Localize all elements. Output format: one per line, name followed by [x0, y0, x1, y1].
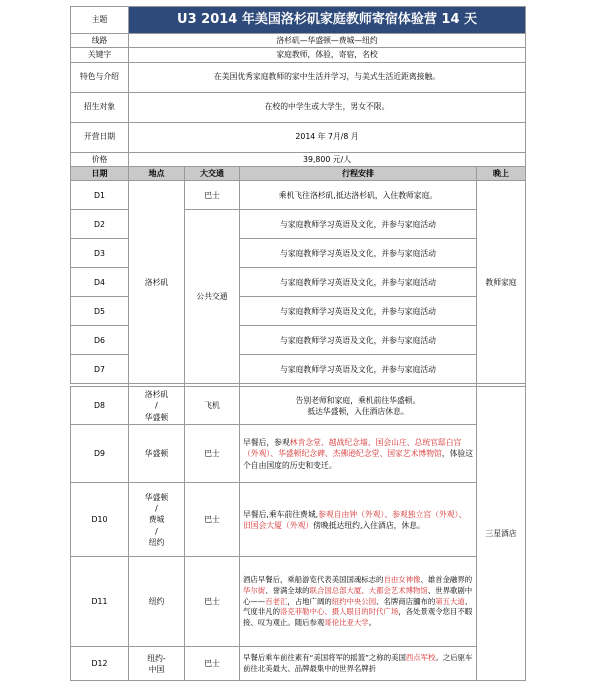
table-row — [71, 425, 526, 483]
itinerary-table — [70, 6, 526, 681]
attraction-text: 西点军校 — [405, 653, 436, 663]
place-line: 中国 — [148, 664, 165, 674]
dates-label: 开营日期 — [71, 122, 129, 152]
schedule-text: ，占地广阔的 — [287, 596, 332, 606]
schedule-text: 酒店早餐后，乘船游览代表美国国魂标志的 — [243, 575, 384, 585]
route-label: 线路 — [71, 34, 129, 48]
attraction-text: 林肯念堂、越战纪念墙、国会山庄、总统官邸白宫（外观）、华盛顿纪念碑、杰佛逊纪念堂、国家艺术博物馆 — [243, 438, 462, 459]
place-cell: 华盛顿 — [129, 425, 185, 483]
day-cell: D6 — [71, 326, 129, 355]
header-night: 晚上 — [477, 166, 526, 181]
attraction-text: 自由女神像 — [383, 575, 421, 585]
attraction-text: 联合国总部大厦、大都会艺术博物馆 — [309, 585, 428, 595]
title-label: 主题 — [71, 7, 129, 34]
header-place: 地点 — [129, 166, 185, 181]
feature-value: 在美国优秀家庭教师的家中生活并学习，与美式生活近距离接触。 — [129, 62, 526, 92]
day-cell: D10 — [71, 483, 129, 557]
audience-label: 招生对象 — [71, 92, 129, 122]
place-line: 纽约- — [147, 653, 166, 663]
schedule-cell: 与家庭教师学习英语及文化，并参与家庭活动 — [240, 355, 477, 384]
night-cell: 三星酒店 — [477, 387, 526, 681]
place-line: / — [155, 401, 158, 411]
day-cell: D12 — [71, 647, 129, 681]
place-line: / — [155, 504, 158, 514]
attraction-text: 洛克菲勒中心、摄人眼目的时代广场 — [279, 607, 399, 617]
schedule-cell — [240, 387, 477, 425]
transport-cell: 巴士 — [185, 647, 240, 681]
day-cell: D9 — [71, 425, 129, 483]
place-cell — [129, 483, 185, 557]
schedule-text: 早餐后乘车前往素有“美国将军的摇篮”之称的美国 — [243, 653, 406, 663]
header-schedule: 行程安排 — [240, 166, 477, 181]
schedule-text: 早餐后,乘车前往费城, — [243, 509, 319, 519]
day-cell: D2 — [71, 210, 129, 239]
schedule-cell: 与家庭教师学习英语及文化，并参与家庭活动 — [240, 297, 477, 326]
night-cell: 教师家庭 — [477, 181, 526, 384]
schedule-cell: 与家庭教师学习英语及文化，并参与家庭活动 — [240, 268, 477, 297]
day-cell: D1 — [71, 181, 129, 210]
dates-value: 2014 年 7月/8 月 — [129, 122, 526, 152]
price-value: 39,800 元/人 — [129, 152, 526, 166]
attraction-text: 第五大道 — [435, 596, 465, 606]
day-cell: D3 — [71, 239, 129, 268]
transport-cell: 巴士 — [185, 557, 240, 647]
place-line: 华盛顿 — [144, 492, 169, 502]
schedule-cell — [240, 483, 477, 557]
schedule-cell: 与家庭教师学习英语及文化，并参与家庭活动 — [240, 210, 477, 239]
schedule-text: 、雄首金融界的 — [420, 575, 473, 585]
schedule-text: 、名牌商店瀰布的 — [376, 596, 436, 606]
place-line: / — [155, 526, 158, 536]
place-cell: 洛杉矶 — [129, 181, 185, 384]
schedule-line: 告别老师和家庭，乘机前往华盛顿。 — [295, 395, 421, 405]
place-cell: 纽约 — [129, 557, 185, 647]
schedule-cell — [240, 425, 477, 483]
attraction-text: 纽约中央公园 — [331, 596, 377, 606]
day-cell: D7 — [71, 355, 129, 384]
day-cell: D5 — [71, 297, 129, 326]
schedule-text: 、气度非凡的 — [243, 596, 473, 617]
table-row — [71, 557, 526, 647]
transport-cell: 飞机 — [185, 387, 240, 425]
schedule-cell — [240, 557, 477, 647]
schedule-text: 。之后驱车前往北美最大、品牌最集中的世界名牌折 — [243, 653, 473, 673]
schedule-cell — [240, 647, 477, 681]
attraction-text: 参观自由钟（外观）、参观独立宫（外观）、旧国会大厦（外观） — [243, 509, 467, 530]
transport-cell: 公共交通 — [185, 210, 240, 384]
schedule-cell: 乘机飞往洛杉矶,抵达洛杉矶，入住教师家庭。 — [240, 181, 477, 210]
place-line: 纽约 — [148, 537, 165, 547]
header-transport: 大交通 — [185, 166, 240, 181]
table-row — [71, 647, 526, 681]
attraction-text: 华尔街 — [243, 585, 266, 595]
table-header — [71, 166, 526, 181]
feature-label: 特色与介绍 — [71, 62, 129, 92]
transport-cell: 巴士 — [185, 483, 240, 557]
place-line: 华盛顿 — [144, 412, 169, 422]
attraction-text: 百老汇 — [265, 596, 288, 606]
transport-cell: 巴士 — [185, 181, 240, 210]
day-cell: D8 — [71, 387, 129, 425]
schedule-text: 早餐后，参观 — [243, 438, 290, 448]
schedule-cell: 与家庭教师学习英语及文化，并参与家庭活动 — [240, 239, 477, 268]
schedule-text: ，各处景观令您目不暇接、叹为观止。随后参观 — [243, 607, 473, 628]
day-cell: D11 — [71, 557, 129, 647]
schedule-text: 傍晚抵达纽约,入住酒店，休息。 — [313, 520, 425, 530]
place-cell — [129, 387, 185, 425]
place-cell — [129, 647, 185, 681]
schedule-text: ，体验这个自由国度的历史和变迁。 — [243, 449, 474, 470]
table-row — [71, 483, 526, 557]
header-day: 日期 — [71, 166, 129, 181]
route-value: 洛杉矶—华盛顿—费城—纽约 — [129, 34, 526, 48]
page-title: U3 2014 年美国洛杉矶家庭教师寄宿体验营 14 天 — [129, 7, 526, 34]
day-cell: D4 — [71, 268, 129, 297]
keywords-label: 关键字 — [71, 48, 129, 62]
place-line: 费城 — [148, 515, 165, 525]
audience-value: 在校的中学生或大学生，男女不限。 — [129, 92, 526, 122]
transport-cell: 巴士 — [185, 425, 240, 483]
place-line: 洛杉矶 — [144, 390, 169, 400]
table-row — [71, 181, 526, 210]
schedule-line: 抵达华盛顿，入住酒店休息。 — [307, 406, 409, 416]
schedule-cell: 与家庭教师学习英语及文化，并参与家庭活动 — [240, 326, 477, 355]
table-row — [71, 387, 526, 425]
schedule-text: 、世界歌剧中心—— — [243, 585, 473, 606]
schedule-text: 、誉满全球的 — [265, 585, 310, 595]
keywords-value: 家庭教师，体验，寄宿，名校 — [129, 48, 526, 62]
price-label: 价格 — [71, 152, 129, 166]
attraction-text: 哥伦比亚大学 — [324, 618, 369, 628]
schedule-text: 。 — [368, 618, 377, 628]
